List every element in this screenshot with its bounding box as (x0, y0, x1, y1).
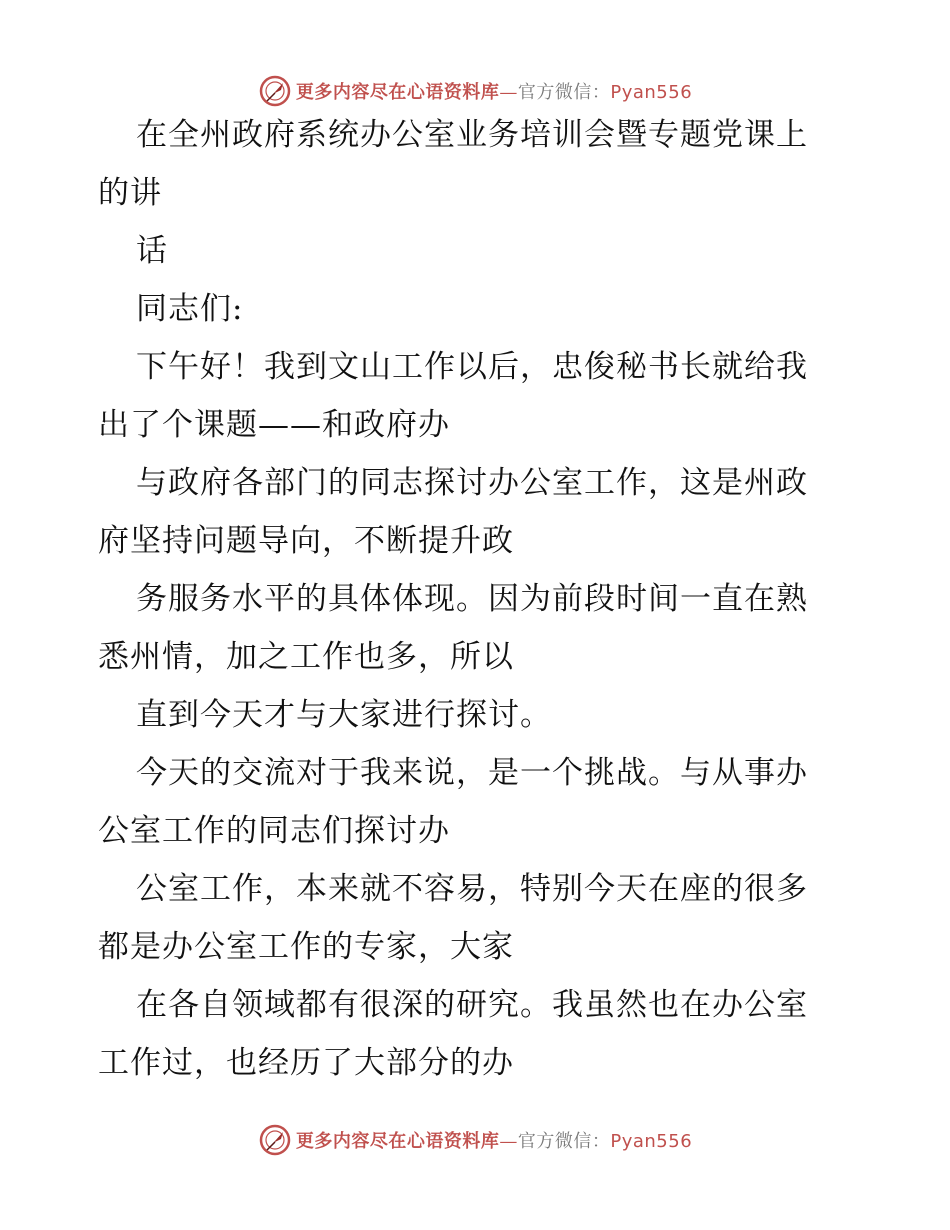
text-line: 的讲 (98, 175, 162, 211)
text-line: 直到今天才与大家进行探讨。 (136, 697, 552, 733)
text-line: 公室工作的同志们探讨办 (98, 813, 450, 849)
text-line: 工作过，也经历了大部分的办 (98, 1045, 514, 1081)
text-line: 今天的交流对于我来说，是一个挑战。与从事办 (136, 755, 808, 791)
text-line: 在全州政府系统办公室业务培训会暨专题党课上 (136, 117, 808, 153)
text-line: 都是办公室工作的专家，大家 (98, 929, 514, 965)
text-line: 话 (136, 233, 168, 269)
header-banner (0, 71, 950, 111)
document-body (98, 117, 858, 1106)
banner-text: 更多内容尽在心语资料库—官方微信：Pyan556 (295, 1131, 693, 1152)
text-line: 悉州情，加之工作也多，所以 (98, 639, 514, 675)
text-line: 务服务水平的具体体现。因为前段时间一直在熟 (136, 581, 808, 617)
text-line: 出了个课题——和政府办 (98, 407, 450, 443)
text-line: 府坚持问题导向，不断提升政 (98, 523, 514, 559)
text-line: 公室工作，本来就不容易，特别今天在座的很多 (136, 871, 808, 907)
footer-banner (0, 1120, 950, 1160)
feather-seal-icon (258, 1123, 292, 1157)
text-line: 与政府各部门的同志探讨办公室工作，这是州政 (136, 465, 808, 501)
text-line: 同志们: (136, 291, 244, 327)
text-line: 在各自领域都有很深的研究。我虽然也在办公室 (136, 987, 808, 1023)
banner-text: 更多内容尽在心语资料库—官方微信：Pyan556 (295, 82, 693, 103)
feather-seal-icon (258, 74, 292, 108)
text-line: 下午好！我到文山工作以后，忠俊秘书长就给我 (136, 349, 808, 385)
